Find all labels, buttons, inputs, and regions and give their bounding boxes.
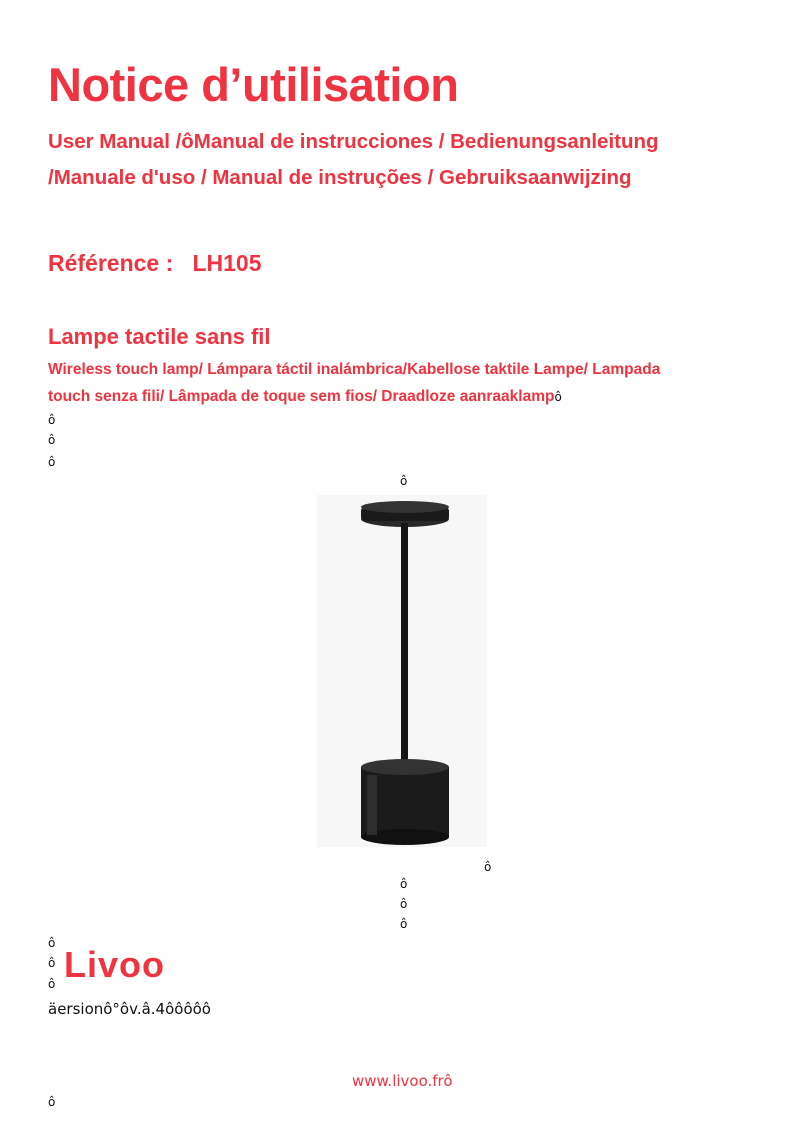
- stray-glyph: ô: [48, 977, 56, 991]
- stray-glyph: ô: [48, 956, 56, 970]
- reference: [48, 250, 262, 276]
- lamp-illustration: [317, 495, 487, 847]
- stray-glyph: ô: [48, 413, 56, 427]
- product-translations-line-2: [48, 388, 562, 406]
- stray-glyph: ô: [400, 877, 408, 891]
- reference-label: Référence :: [48, 250, 174, 276]
- translations-text: touch senza fili/ Lâmpada de toque sem fios/ Draadloze aanraaklamp: [48, 388, 555, 405]
- stray-glyph: ô: [48, 455, 56, 469]
- reference-value: LH105: [192, 250, 262, 276]
- product-image: [317, 495, 487, 852]
- product-translations-line-1: Wireless touch lamp/ Lámpara táctil inalámbrica/Kabellose taktile Lampe/ Lampada: [48, 361, 661, 378]
- livoo-logo: Livoo: [64, 944, 165, 985]
- stray-glyph: ô: [400, 474, 408, 488]
- website-link[interactable]: www.livoo.frô: [352, 1072, 453, 1090]
- stray-glyph: ô: [48, 1095, 56, 1109]
- stray-glyph: ô: [400, 917, 408, 931]
- stray-glyph: ô: [400, 897, 408, 911]
- stray-glyph: ô: [48, 433, 56, 447]
- page-title: Notice d’utilisation: [48, 58, 459, 111]
- version-text: äersionô°ôv.â.4ôôôôô: [48, 1000, 211, 1018]
- manual-subtitle-line-1: User Manual /ôManual de instrucciones / Bedienungsanleitung: [48, 130, 659, 153]
- stray-glyph: ô: [554, 390, 562, 404]
- stray-glyph: ô: [484, 860, 492, 874]
- product-name: Lampe tactile sans fil: [48, 324, 271, 349]
- stray-glyph: ô: [48, 936, 56, 950]
- manual-subtitle-line-2: /Manuale d'uso / Manual de instruções / Gebruiksaanwijzing: [48, 166, 632, 189]
